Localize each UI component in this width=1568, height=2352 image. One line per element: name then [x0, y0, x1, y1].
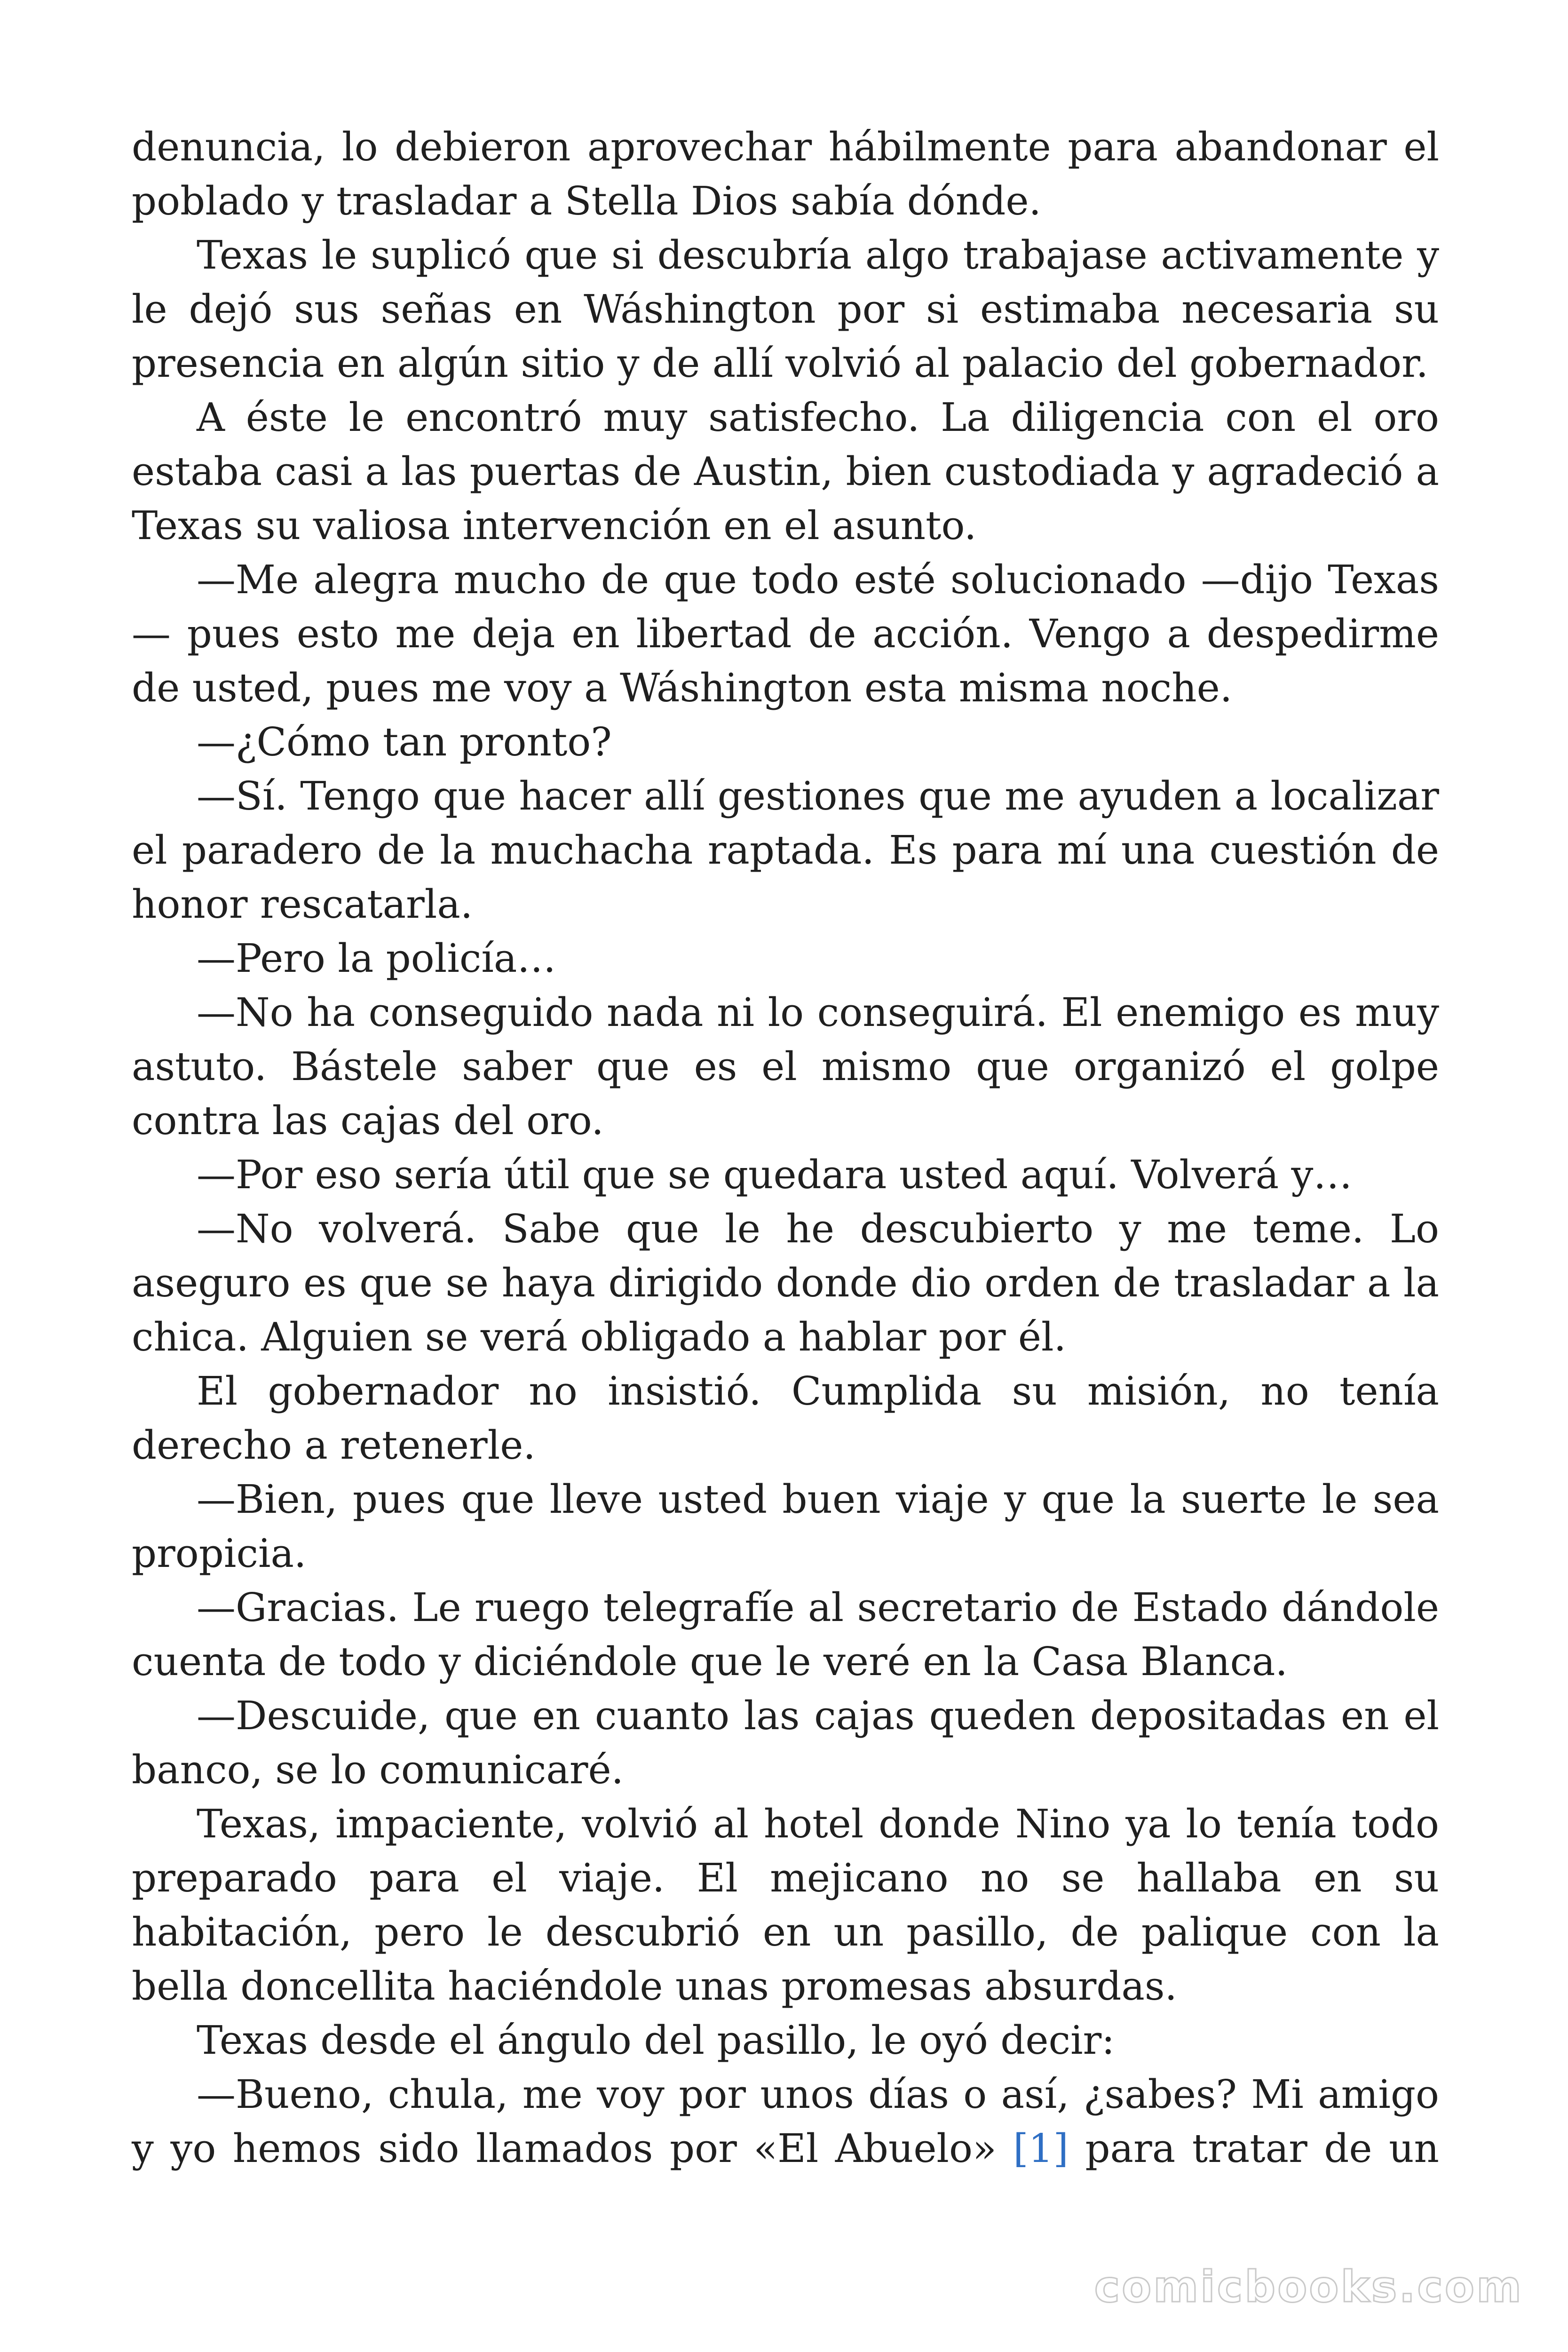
paragraph-dialogue: —Bien, pues que lleve usted buen viaje y que la suerte le sea propicia. — [132, 1477, 1439, 1576]
paragraph-text-after: para tratar de un — [1068, 2126, 1439, 2171]
watermark-logo: comicbooks.com — [1094, 2262, 1523, 2312]
paragraph-dialogue: —Me alegra mucho de que todo esté solucionado —dijo Texas— pues esto me deja en libertad de acción. Vengo a despedirme de usted, pues me voy a Wáshington esta misma noche. — [132, 557, 1439, 711]
paragraph: A éste le encontró muy satisfecho. La diligencia con el oro estaba casi a las puertas de Austin, bien custodiada y agradeció a Texas su valiosa intervención en el asunto. — [132, 395, 1439, 548]
paragraph: El gobernador no insistió. Cumplida su misión, no tenía derecho a retenerle. — [132, 1368, 1439, 1468]
paragraph-dialogue: —Por eso sería útil que se quedara usted aquí. Volverá y… — [197, 1152, 1353, 1198]
paragraph-dialogue: —Sí. Tengo que hacer allí gestiones que me ayuden a localizar el paradero de la muchacha raptada. Es para mí una cuestión de honor rescatarla. — [132, 773, 1439, 927]
paragraph-text-before: —Bueno, chula, me voy por unos días o así, ¿sabes? Mi amigo y yo hemos sido llamados por «El Abuelo» — [132, 2072, 1439, 2171]
paragraph: Texas le suplicó que si descubría algo trabajase activamente y le dejó sus señas en Wáshington por si estimaba necesaria su presencia en algún sitio y de allí volvió al palacio del gobernador. — [132, 232, 1439, 386]
page-body — [132, 120, 1439, 2176]
paragraph: Texas, impaciente, volvió al hotel donde Nino ya lo tenía todo preparado para el viaje. El mejicano no se hallaba en su habitación, pero le descubrió en un pasillo, de palique con la bella doncellita haciéndole unas promesas absurdas. — [132, 1801, 1439, 2009]
paragraph-dialogue: —No ha conseguido nada ni lo conseguirá. El enemigo es muy astuto. Bástele saber que es el mismo que organizó el golpe contra las cajas del oro. — [132, 990, 1439, 1144]
paragraph-dialogue: —No volverá. Sabe que le he descubierto y me teme. Lo aseguro es que se haya dirigido donde dio orden de trasladar a la chica. Alguien se verá obligado a hablar por él. — [132, 1206, 1439, 1360]
footnote-link[interactable]: [1] — [1013, 2126, 1069, 2171]
paragraph-dialogue: —Pero la policía… — [197, 936, 556, 981]
paragraph-continuation: denuncia, lo debieron aprovechar hábilmente para abandonar el poblado y trasladar a Stella Dios sabía dónde. — [132, 124, 1439, 224]
paragraph-dialogue: —¿Cómo tan pronto? — [197, 719, 612, 765]
paragraph-dialogue: —Gracias. Le ruego telegrafíe al secretario de Estado dándole cuenta de todo y diciéndole que le veré en la Casa Blanca. — [132, 1585, 1439, 1685]
paragraph-dialogue: —Descuide, que en cuanto las cajas queden depositadas en el banco, se lo comunicaré. — [132, 1693, 1439, 1793]
paragraph: Texas desde el ángulo del pasillo, le oyó decir: — [197, 2018, 1115, 2063]
paragraph-dialogue-last — [132, 2067, 1439, 2176]
